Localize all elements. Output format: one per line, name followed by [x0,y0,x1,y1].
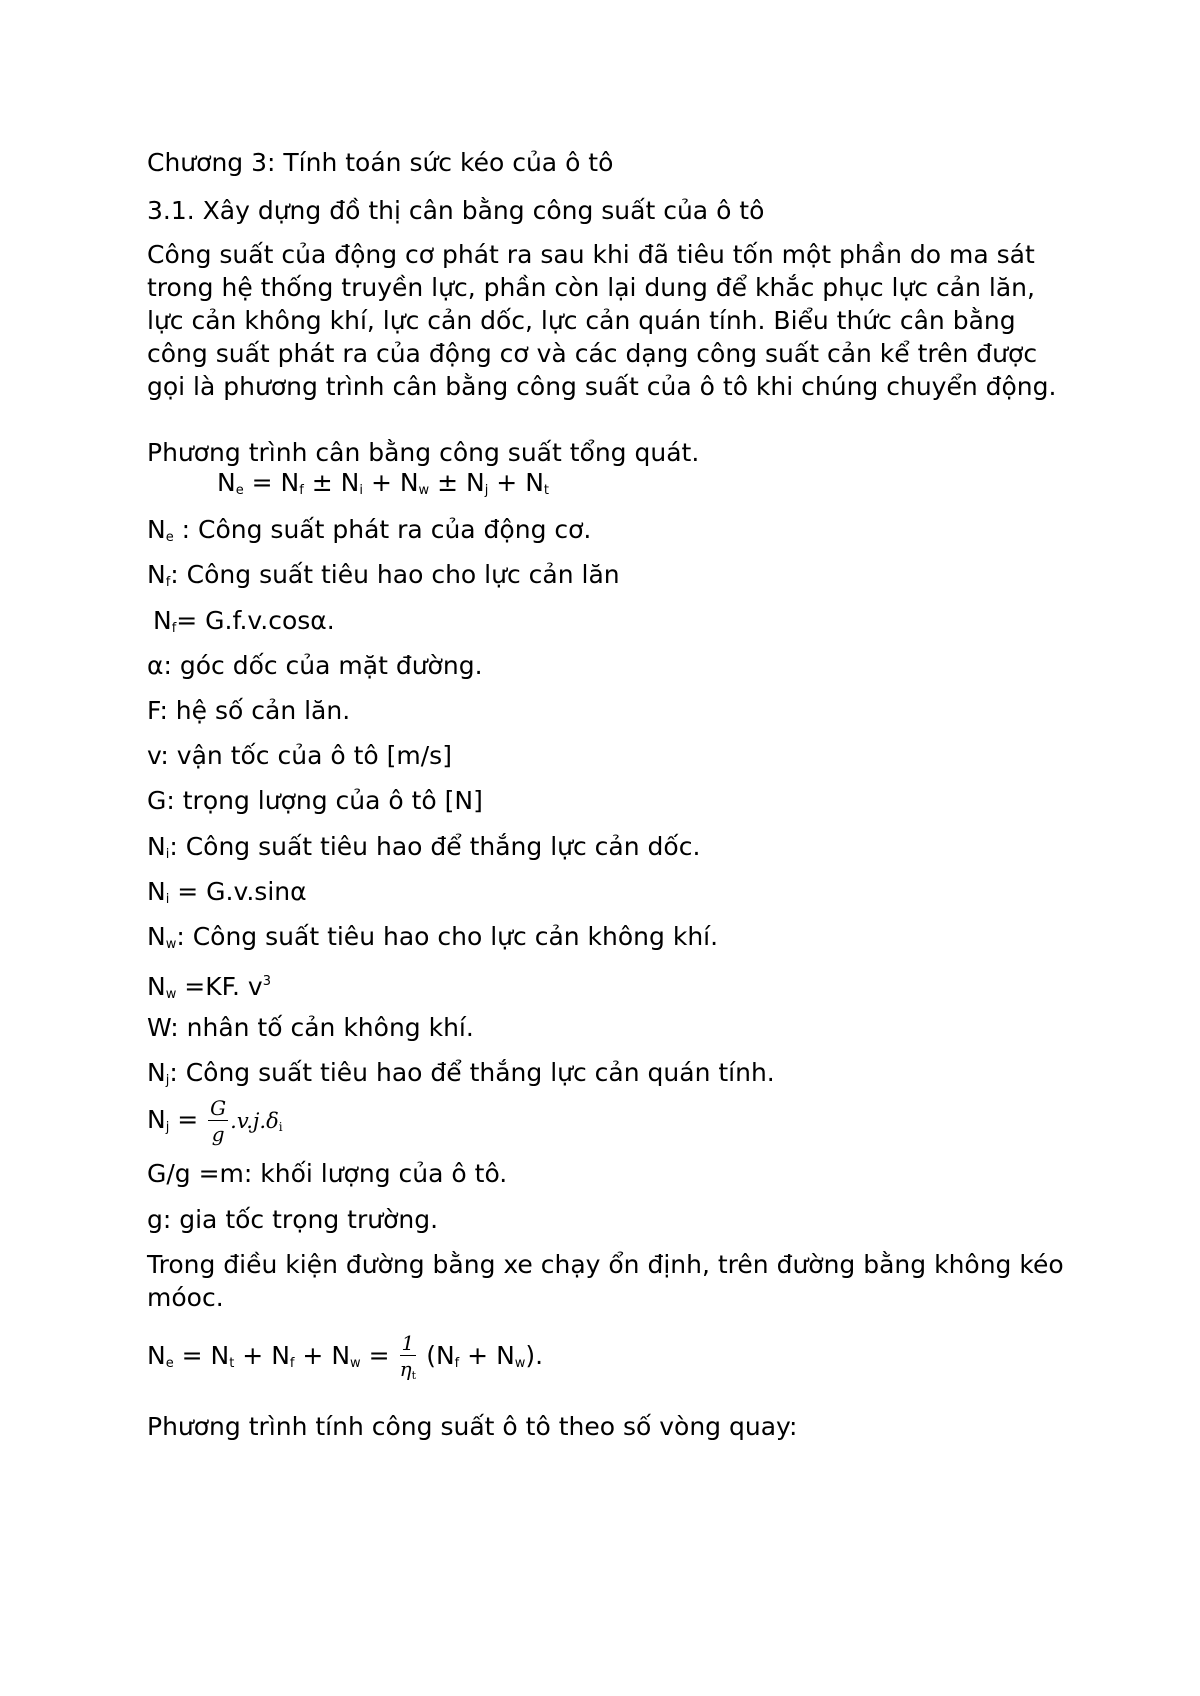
ni-definition: $N_i$: Công suất tiêu hao để thắng lực cản dốc. [147,832,701,862]
nf-formula: $N_f= G.f.v.\cos\alpha$. [153,606,335,636]
flat-road-equation: $N_e = N_t + N_f + N_w$ = $\frac{1}{\eta_t}$ $(N_f + N_w)$. [147,1331,544,1382]
ni-formula-text: = G.v.sinα [169,877,307,906]
gravity-definition: g: gia tốc trọng trường. [147,1205,439,1234]
mass-definition: G/g =m: khối lượng của ô tô. [147,1159,508,1188]
g-weight-definition: G: trọng lượng của ô tô [N] [147,786,483,815]
flat-road-paragraph: Trong điều kiện đường bằng xe chạy ổn định, trên đường bằng không kéo móoc. [147,1250,1064,1312]
w-definition: W: nhân tố cản không khí. [147,1013,474,1042]
ni-formula: $N_i = G.v.\sin\alpha$ [147,877,307,907]
ne-definition: $N_e$ : Công suất phát ra của động cơ. [147,515,592,545]
nf-formula-text: = G.f.v.cosα. [176,606,335,635]
nw-formula: $N_w =KF$. $v^3$ [147,972,271,1002]
section-title: 3.1. Xây dựng đồ thị cân bằng công suất của ô tô [147,196,765,225]
nj-definition: $N_j$: Công suất tiêu hao để thắng lực cản quán tính. [147,1058,775,1088]
nj-definition-text: : Công suất tiêu hao để thắng lực cản quán tính. [169,1058,775,1087]
alpha-definition: α: góc dốc của mặt đường. [147,651,483,680]
nw-definition: $N_w$: Công suất tiêu hao cho lực cản không khí. [147,922,719,952]
ni-definition-text: : Công suất tiêu hao để thắng lực cản dốc. [169,832,701,861]
chapter-title: Chương 3: Tính toán sức kéo của ô tô [147,148,614,177]
g-over-g-fraction: $\frac{G}{g}$ [210,1096,227,1146]
nj-formula: $N_j$ = $\frac{G}{g}$ $.v.j.\delta_i$ [147,1096,283,1146]
nw-formula-text: =KF. v [176,972,263,1001]
ne-definition-text: : Công suất phát ra của động cơ. [173,515,592,544]
general-equation: $N_e = N_f \pm N_i + N_w \pm N_j + N_t$ [217,468,550,498]
one-over-eta-fraction: $\frac{1}{\eta_t}$ [399,1331,417,1382]
speed-equation-label: Phương trình tính công suất ô tô theo số vòng quay: [147,1412,798,1441]
nw-definition-text: : Công suất tiêu hao cho lực cản không khí. [176,922,719,951]
nf-definition: $N_f$: Công suất tiêu hao cho lực cản lăn [147,560,620,590]
intro-paragraph: Công suất của động cơ phát ra sau khi đã tiêu tốn một phần do ma sát trong hệ thống truyền lực, phần còn lại dung để khắc phục lực cản lăn, lực cản không khí, lực cản dốc, lực cản quán tính. Biểu thức cân bằng công suất phát ra của động cơ và các dạng công suất cản kể trên được gọi là phương trình cân bằng công suất của ô tô khi chúng chuyển động. [147,240,1057,401]
general-equation-label: Phương trình cân bằng công suất tổng quát. [147,438,700,467]
f-definition: F: hệ số cản lăn. [147,696,351,725]
nf-definition-text: : Công suất tiêu hao cho lực cản lăn [170,560,620,589]
v-definition: v: vận tốc của ô tô [m/s] [147,741,452,770]
